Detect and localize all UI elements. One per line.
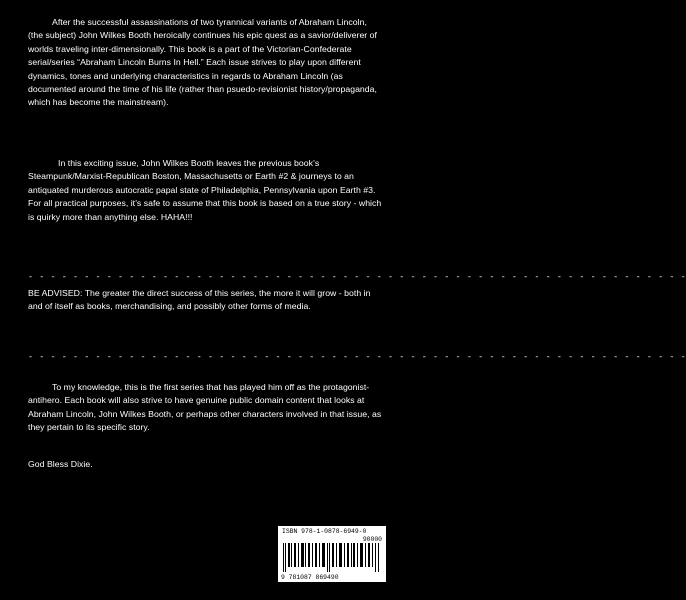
closing-paragraph: To my knowledge, this is the first series that has played him off as the protagonist-antihero. Each book will also strive to have genuine public domain content that looks at Abraham Lincoln, John Wilkes Booth, or perhaps other characters involved in that issue, as they pertain to its specific story. <box>28 382 382 433</box>
be-advised-notice: BE ADVISED: The greater the direct success of this series, the more it will grow - both in and of itself as books, merchandising, and possibly other forms of media. <box>28 288 371 312</box>
dashed-divider-top: - - - - - - - - - - - - - - - - - - - - - - - - - - - - - - - - - - - - - - - - - - - - - - - - - - - - - - - - - - - <box>28 272 686 282</box>
description-paragraph-2: In this exciting issue, John Wilkes Booth leaves the previous book’s Steampunk/Marxist-Republican Boston, Massachusetts or Earth #2 & journeys to an antiquated murderous autocratic papal state of Philadelphia, Pennsylvania upon Earth #3. For all practical purposes, it’s safe to assume that this book is based on a true story - which is quirky more than anything else. HAHA!!! <box>28 158 382 222</box>
barcode-bars <box>283 543 381 572</box>
price-code: 90000 <box>362 536 382 543</box>
signoff-text: God Bless Dixie. <box>28 459 93 469</box>
dashed-divider-bottom: - - - - - - - - - - - - - - - - - - - - - - - - - - - - - - - - - - - - - - - - - - - - - - - - - - - - - - - - - - - <box>28 352 686 362</box>
barcode-number: 9 781087 869490 <box>281 574 339 581</box>
description-paragraph-1: After the successful assassinations of two tyrannical variants of Abraham Lincoln, (the subject) John Wilkes Booth heroically continues his epic quest as a savior/deliverer of worlds traveling inter-dimensionally. This book is a part of the Victorian-Confederate serial/series “Abraham Lincoln Burns In Hell.” Each issue strives to play upon different dynamics, tones and underlying characteristics in regards to Abraham Lincoln (as documented around the time of his life (rather than psuedo-revisionist history/propaganda, which has become the mainstream). <box>28 17 377 108</box>
isbn-barcode <box>278 526 386 582</box>
isbn-text: ISBN 978-1-0878-6949-0 <box>282 528 367 535</box>
